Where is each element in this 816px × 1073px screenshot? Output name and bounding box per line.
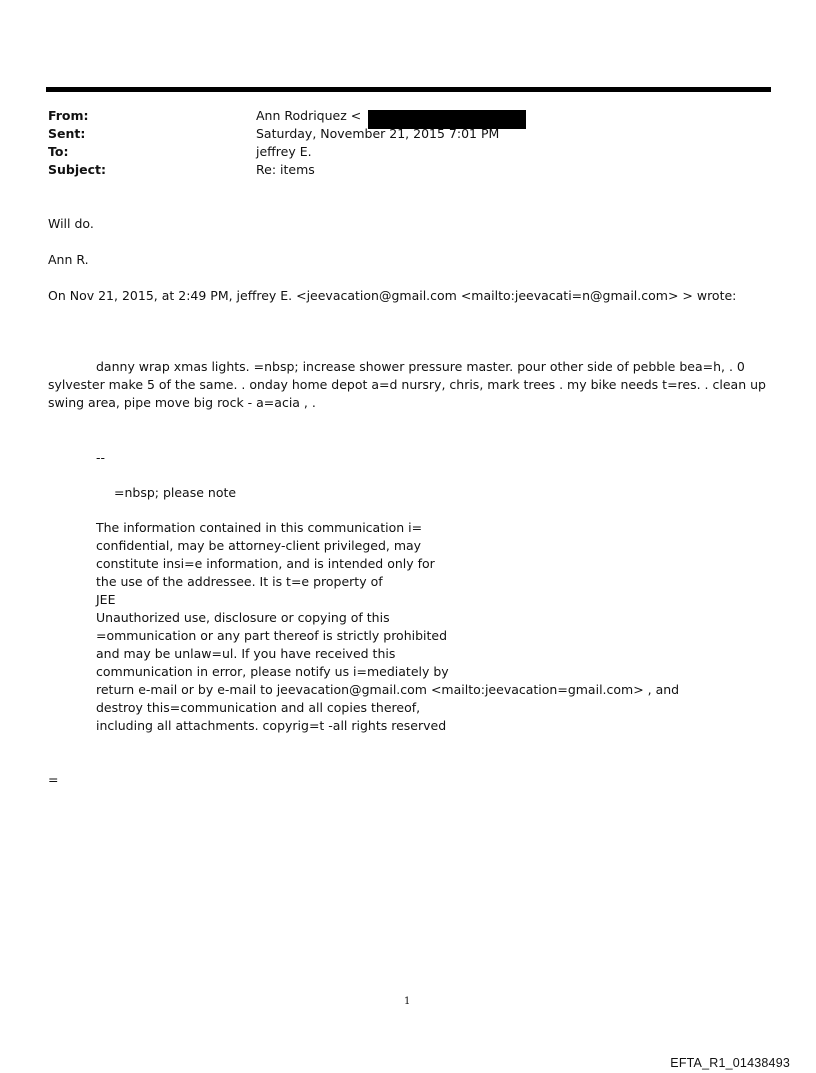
disclaimer-line: constitute insi=e information, and is intended only for: [96, 556, 435, 571]
to-value: jeffrey E.: [256, 144, 312, 159]
disclaimer-line: communication in error, please notify us i=mediately by: [96, 664, 449, 679]
to-label: To:: [48, 144, 69, 159]
signature-separator: --: [96, 450, 106, 465]
disclaimer-line: JEE: [96, 592, 116, 607]
disclaimer-line: including all attachments. copyrig=t -all rights reserved: [96, 718, 447, 733]
quote-intro: On Nov 21, 2015, at 2:49 PM, jeffrey E. <jeevacation@gmail.com <mailto:jeevacati=n@gmail.com> > wrote:: [48, 288, 737, 303]
disclaimer-line: and may be unlaw=ul. If you have received this: [96, 646, 396, 661]
page-number: 1: [404, 996, 411, 1007]
list-line-2: sylvester make 5 of the same. . onday home depot a=d nursry, chris, mark trees . my bike needs t=res. . clean up: [48, 377, 766, 392]
disclaimer-line: confidential, may be attorney-client privileged, may: [96, 538, 422, 553]
subject-value: Re: items: [256, 162, 315, 177]
disclaimer-line: the use of the addressee. It is t=e property of: [96, 574, 383, 589]
disclaimer-line: Unauthorized use, disclosure or copying of this: [96, 610, 390, 625]
signature: Ann R.: [48, 252, 89, 267]
disclaimer-line: return e-mail or by e-mail to jeevacation@gmail.com <mailto:jeevacation=gmail.com> , and: [96, 682, 680, 697]
list-line-1: danny wrap xmas lights. =nbsp; increase shower pressure master. pour other side of pebble bea=h, . 0: [96, 359, 745, 374]
header-rule: [46, 87, 771, 92]
bates-number: EFTA_R1_01438493: [670, 1056, 790, 1070]
from-label: From:: [48, 108, 89, 123]
from-value: Ann Rodriquez <: [256, 108, 362, 123]
list-line-3: swing area, pipe move big rock - a=acia , .: [48, 395, 316, 410]
trailing-equals: =: [48, 772, 59, 787]
disclaimer-line: =ommunication or any part thereof is strictly prohibited: [96, 628, 448, 643]
sent-label: Sent:: [48, 126, 86, 141]
reply-text: Will do.: [48, 216, 94, 231]
sent-value: Saturday, November 21, 2015 7:01 PM: [256, 126, 500, 141]
disclaimer-line: destroy this=communication and all copies thereof,: [96, 700, 421, 715]
disclaimer-line: The information contained in this communication i=: [96, 520, 423, 535]
nbsp-note: =nbsp; please note: [114, 485, 237, 500]
subject-label: Subject:: [48, 162, 106, 177]
